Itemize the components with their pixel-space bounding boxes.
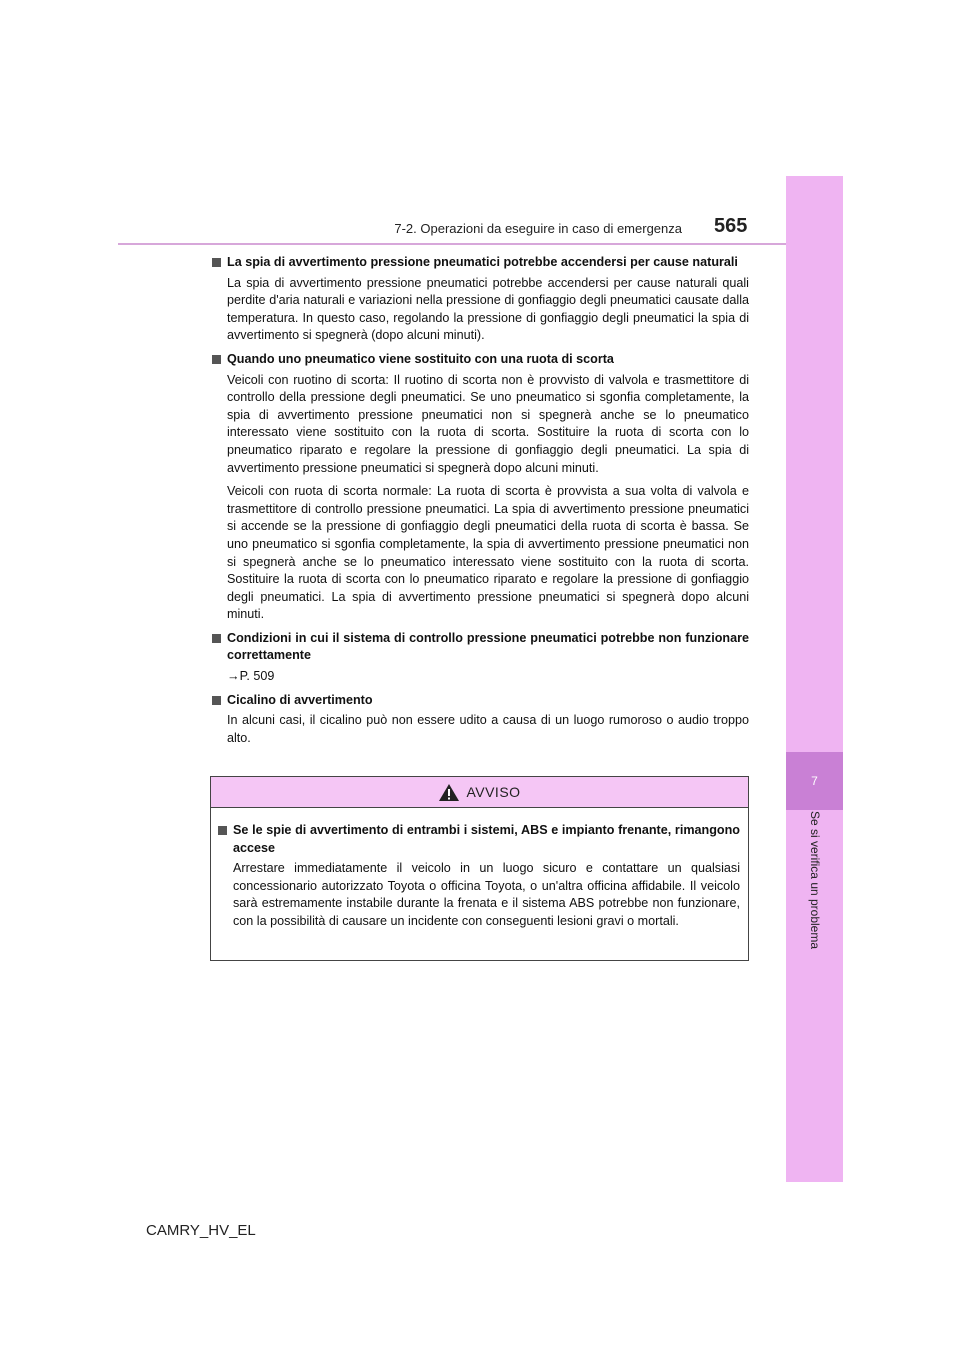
paragraph: Veicoli con ruota di scorta normale: La ruota di scorta è provvista a sua volta di valvola e trasmettitore di controllo pressione pneumatici. La spia di avvertimento pressione pneumatici si accende se la pressione di gonfiaggio degli pneumatici della ruota di scorta è bassa. Se uno pneumatico si sgonfia completamente, la spia di avvertimento pressione pneumatici non si spegnerà anche se lo pneumatico interessato viene sostituito con la ruota di scorta. Sostituire la ruota di scorta con lo pneumatico riparato e regolare la pressione di gonfiaggio degli pneumatici. La spia di avvertimento pressione pneumatici si spegnerà dopo alcuni minuti. bbox=[227, 484, 749, 622]
page-reference-link[interactable]: →P. 509 bbox=[227, 669, 275, 684]
paragraph: In alcuni casi, il cicalino può non essere udito a causa di un luogo rumoroso o audio troppo alto. bbox=[227, 713, 749, 745]
section-malfunction-conditions bbox=[212, 630, 749, 686]
section-spare-tire bbox=[212, 351, 749, 624]
chapter-side-tab bbox=[786, 176, 843, 1182]
document-code: CAMRY_HV_EL bbox=[146, 1222, 256, 1239]
section-heading-text: La spia di avvertimento pressione pneumatici potrebbe accendersi per cause naturali bbox=[227, 255, 738, 269]
section-buzzer bbox=[212, 692, 749, 748]
square-bullet-icon bbox=[212, 634, 221, 643]
section-heading bbox=[212, 630, 749, 665]
section-heading-text: Condizioni in cui il sistema di controllo pressione pneumatici potrebbe non funzionare correttamente bbox=[227, 630, 749, 663]
section-heading-text: Quando uno pneumatico viene sostituito con una ruota di scorta bbox=[227, 351, 614, 366]
square-bullet-icon bbox=[212, 355, 221, 364]
section-header-title: 7-2. Operazioni da eseguire in caso di emergenza bbox=[394, 221, 682, 236]
paragraph: Veicoli con ruotino di scorta: Il ruotino di scorta non è provvisto di valvola e trasmettitore di controllo della pressione degli pneumatici. Se uno pneumatico si sgonfia completamente, la spia di avvertimento pressione pneumatici non si spegnerà anche se lo pneumatico interessato viene sostituito con la ruota di scorta. Sostituire la ruota di scorta con lo pneumatico riparato e regolare la pressione di gonfiaggio degli pneumatici. La spia di avvertimento pressione pneumatici si spegnerà dopo alcuni minuti. bbox=[227, 372, 749, 475]
section-heading bbox=[212, 254, 749, 272]
warning-title: AVVISO bbox=[466, 784, 521, 800]
section-heading bbox=[212, 692, 749, 710]
warning-heading bbox=[218, 822, 740, 857]
warning-box bbox=[210, 776, 749, 961]
square-bullet-icon bbox=[218, 826, 227, 835]
section-natural-causes bbox=[212, 254, 749, 345]
square-bullet-icon bbox=[212, 258, 221, 267]
paragraph: La spia di avvertimento pressione pneumatici potrebbe accendersi per cause naturali quali perdite d'aria naturali e variazioni nella pressione di gonfiaggio degli pneumatici causate dalla temperatura. In questo caso, regolando la pressione di gonfiaggio degli pneumatici la spia di avvertimento si spegnerà (dopo alcuni minuti). bbox=[227, 275, 749, 343]
section-heading-text: Cicalino di avvertimento bbox=[227, 692, 373, 707]
section-heading bbox=[212, 351, 749, 369]
main-content bbox=[212, 254, 749, 753]
page-number: 565 bbox=[714, 215, 748, 237]
warning-header bbox=[211, 777, 748, 808]
header-rule bbox=[118, 243, 786, 245]
chapter-number: 7 bbox=[786, 752, 843, 810]
warning-body bbox=[211, 808, 748, 931]
warning-triangle-icon bbox=[438, 783, 460, 802]
warning-text: Arrestare immediatamente il veicolo in un luogo sicuro e contattare un qualsiasi concessionario autorizzato Toyota o officina Toyota, o un'altra officina affidabile. Il veicolo sarà estremamente instabile durante la frenata e il sistema ABS potrebbe non funzionare, con la possibilità di causare un incidente con conseguenti lesioni gravi o mortali. bbox=[233, 861, 740, 928]
warning-heading-text: Se le spie di avvertimento di entrambi i sistemi, ABS e impianto frenante, rimangono accese bbox=[233, 823, 740, 855]
chapter-label: Se si verifica un problema bbox=[808, 810, 822, 950]
square-bullet-icon bbox=[212, 696, 221, 705]
